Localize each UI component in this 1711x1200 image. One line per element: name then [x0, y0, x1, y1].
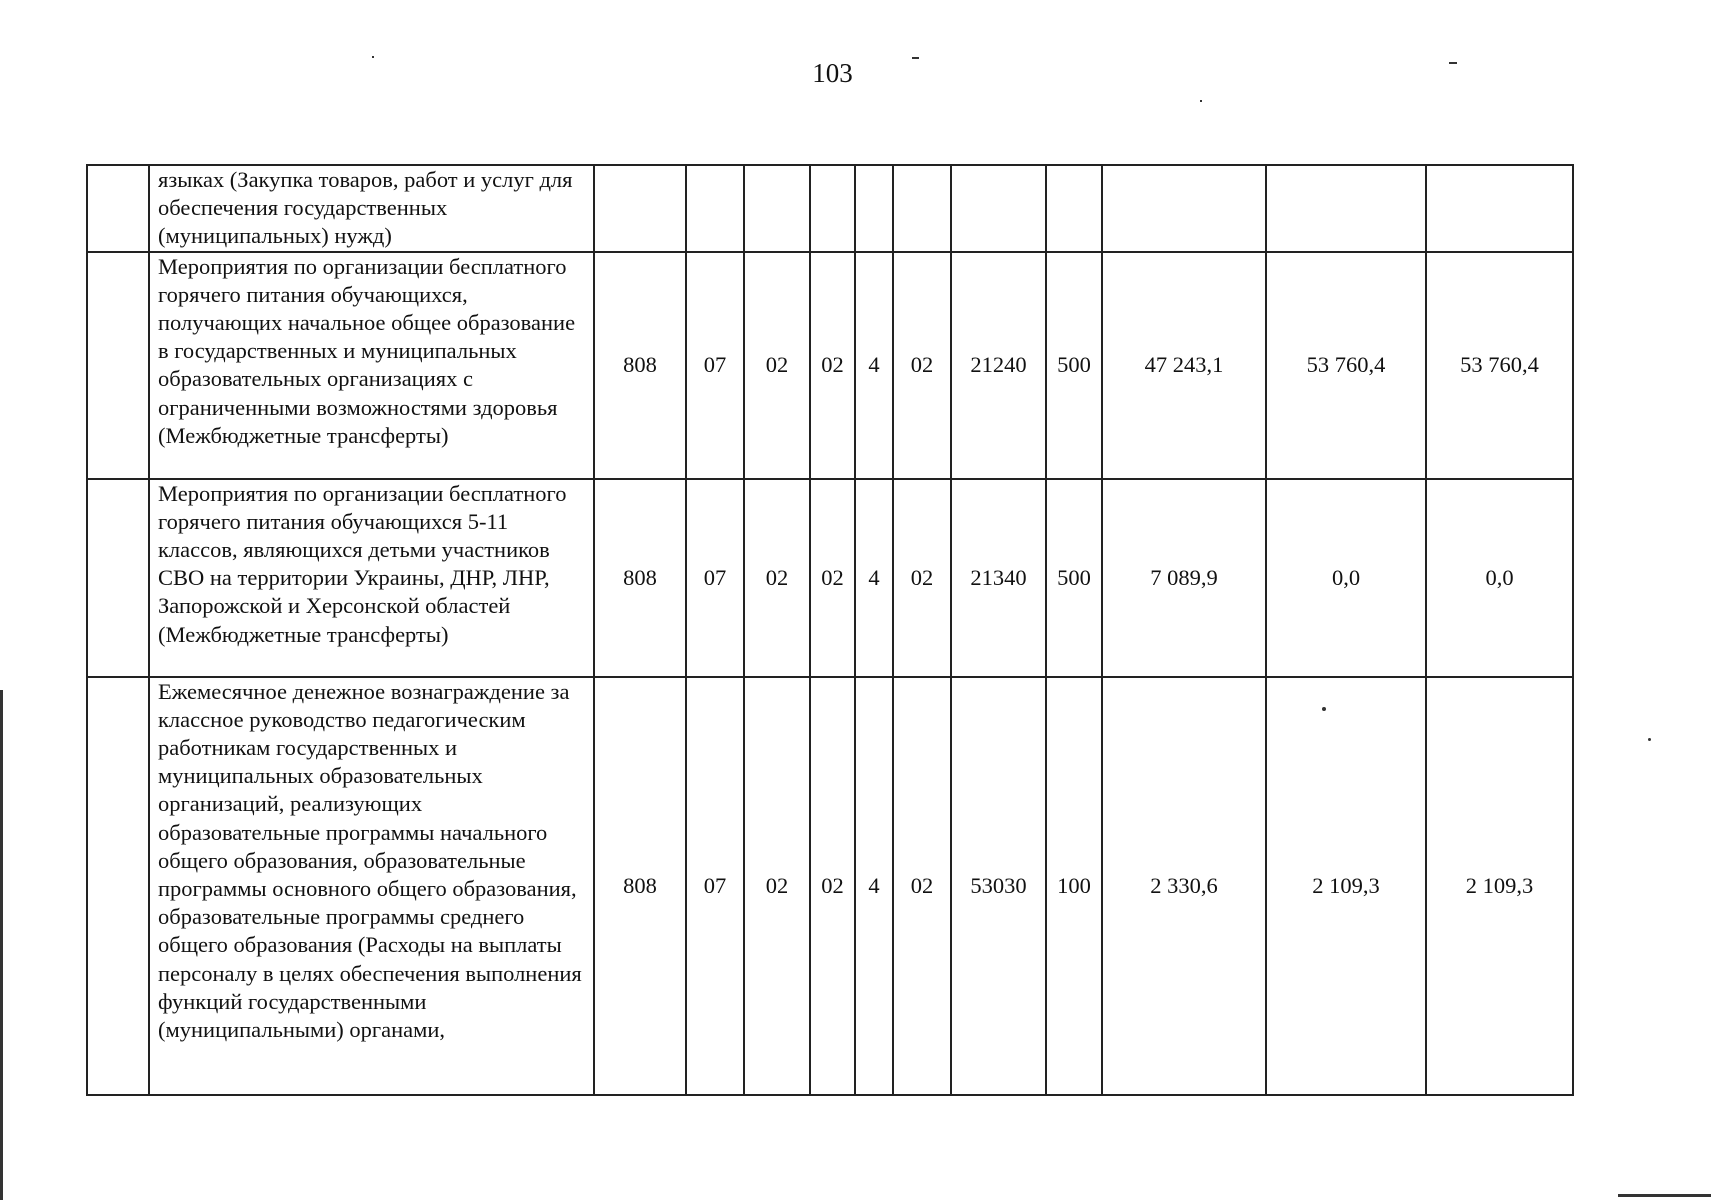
subprogram-code-cell: 02 — [893, 252, 951, 479]
description-cell: Мероприятия по организации бесплатного горячего питания обучающихся, получающих начальное общее образование в государственных и муниципальных образовательных организациях с ограниченными возможностями здоровья (Межбюджетные трансферты) — [149, 252, 594, 479]
subsection-code-cell: 02 — [744, 677, 810, 1095]
row-number-cell — [87, 677, 149, 1095]
program-code-cell — [810, 165, 855, 252]
amount-year-2-cell: 2 109,3 — [1266, 677, 1426, 1095]
scan-edge-bottom — [1618, 1194, 1711, 1197]
ministry-code-cell: 808 — [594, 479, 686, 677]
direction-code-cell — [951, 165, 1046, 252]
ministry-code-cell — [594, 165, 686, 252]
table-row — [87, 677, 1573, 1095]
row-number-cell — [87, 252, 149, 479]
section-code-cell: 07 — [686, 252, 744, 479]
page-number: 103 — [812, 58, 853, 88]
budget-table — [86, 164, 1574, 1096]
program-type-cell: 4 — [855, 252, 893, 479]
ministry-code-cell: 808 — [594, 252, 686, 479]
amount-year-3-cell: 53 760,4 — [1426, 252, 1573, 479]
subsection-code-cell: 02 — [744, 252, 810, 479]
direction-code-cell: 21240 — [951, 252, 1046, 479]
program-code-cell: 02 — [810, 479, 855, 677]
amount-year-1-cell — [1102, 165, 1266, 252]
row-number-cell — [87, 479, 149, 677]
description-cell: Ежемесячное денежное вознаграждение за классное руководство педагогическим работникам государственных и муниципальных образовательных организаций, реализующих образовательные программы начального общего образования, образовательные программы основного общего образования, образовательные программы среднего общего образования (Расходы на выплаты персоналу в целях обеспечения выполнения функций государственными (муниципальными) органами, — [149, 677, 594, 1095]
expense-type-cell: 500 — [1046, 252, 1102, 479]
description-cell: Мероприятия по организации бесплатного горячего питания обучающихся 5-11 классов, являющихся детьми участников СВО на территории Украины, ДНР, ЛНР, Запорожской и Херсонской областей (Межбюджетные трансферты) — [149, 479, 594, 677]
scan-speck — [1449, 62, 1457, 64]
amount-year-3-cell — [1426, 165, 1573, 252]
scan-speck — [1200, 100, 1202, 102]
section-code-cell — [686, 165, 744, 252]
program-code-cell: 02 — [810, 252, 855, 479]
description-cell: языках (Закупка товаров, работ и услуг для обеспечения государственных (муниципальных) нужд) — [149, 165, 594, 252]
expense-type-cell — [1046, 165, 1102, 252]
direction-code-cell: 21340 — [951, 479, 1046, 677]
subsection-code-cell: 02 — [744, 479, 810, 677]
table-row — [87, 165, 1573, 252]
amount-year-1-cell: 47 243,1 — [1102, 252, 1266, 479]
scan-speck — [372, 56, 374, 58]
amount-year-1-cell: 2 330,6 — [1102, 677, 1266, 1095]
scan-edge-left — [0, 690, 3, 1200]
amount-year-2-cell: 0,0 — [1266, 479, 1426, 677]
subprogram-code-cell: 02 — [893, 479, 951, 677]
table-row — [87, 479, 1573, 677]
row-number-cell — [87, 165, 149, 252]
amount-year-3-cell: 2 109,3 — [1426, 677, 1573, 1095]
program-type-cell — [855, 165, 893, 252]
program-code-cell: 02 — [810, 677, 855, 1095]
ministry-code-cell: 808 — [594, 677, 686, 1095]
amount-year-2-cell — [1266, 165, 1426, 252]
scan-speck — [912, 57, 919, 59]
amount-year-3-cell: 0,0 — [1426, 479, 1573, 677]
program-type-cell: 4 — [855, 677, 893, 1095]
scan-speck — [1648, 738, 1651, 741]
section-code-cell: 07 — [686, 479, 744, 677]
amount-year-2-cell: 53 760,4 — [1266, 252, 1426, 479]
expense-type-cell: 500 — [1046, 479, 1102, 677]
section-code-cell: 07 — [686, 677, 744, 1095]
expense-type-cell: 100 — [1046, 677, 1102, 1095]
subprogram-code-cell: 02 — [893, 677, 951, 1095]
amount-year-1-cell: 7 089,9 — [1102, 479, 1266, 677]
table-row — [87, 252, 1573, 479]
scan-speck — [1322, 707, 1326, 711]
direction-code-cell: 53030 — [951, 677, 1046, 1095]
subsection-code-cell — [744, 165, 810, 252]
subprogram-code-cell — [893, 165, 951, 252]
program-type-cell: 4 — [855, 479, 893, 677]
